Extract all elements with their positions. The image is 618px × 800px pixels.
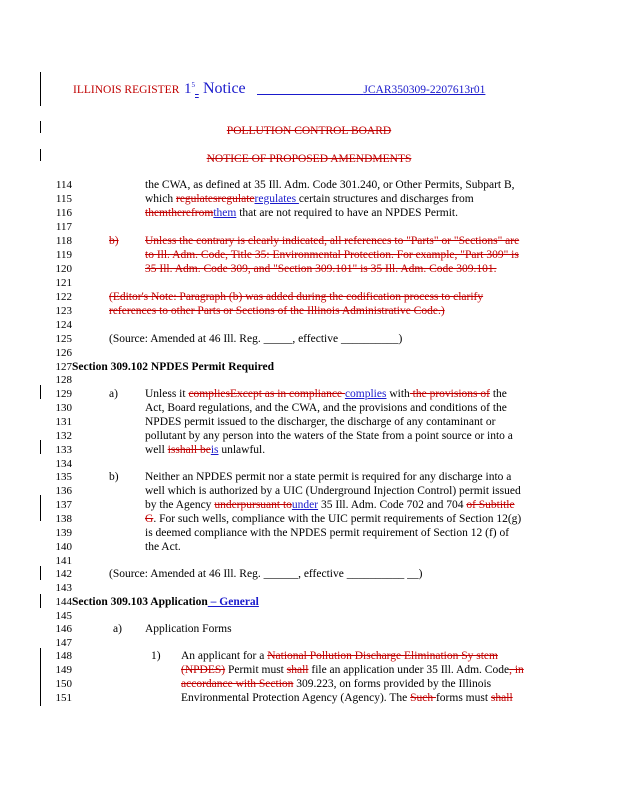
- line-number: 121: [55, 277, 72, 289]
- line-number: 124: [55, 319, 72, 331]
- deleted-label: b): [109, 235, 119, 247]
- line-number: 130: [55, 402, 72, 414]
- line-number: 118: [55, 235, 72, 247]
- board-title: POLLUTION CONTROL BOARD: [226, 125, 392, 137]
- line-number: 138: [55, 513, 72, 525]
- change-bar: [40, 72, 41, 106]
- register-header: [73, 84, 179, 96]
- text-line: Environmental Protection Agency (Agency). The Such forms must shall: [181, 692, 513, 704]
- subsection-label: a): [113, 623, 122, 635]
- change-bar: [40, 440, 41, 454]
- line-number: 143: [55, 582, 72, 594]
- text-line: well which is authorized by a UIC (Underground Injection Control) permit issued: [145, 485, 521, 497]
- line-number: 135: [55, 471, 72, 483]
- line-number: 131: [55, 416, 72, 428]
- line-number: 150: [55, 678, 72, 690]
- change-bar: [40, 566, 41, 580]
- line-number: 116: [55, 207, 72, 219]
- section-heading: Section 309.102 NPDES Permit Required: [72, 361, 274, 373]
- source-note: (Source: Amended at 46 Ill. Reg. _____, effective __________): [109, 333, 403, 345]
- notice-label: Notice: [203, 80, 246, 97]
- line-number: 149: [55, 664, 72, 676]
- text-line: An applicant for a National Pollution Discharge Elimination Sy stem: [181, 650, 498, 662]
- deleted-line: (Editor's Note: Paragraph (b) was added during the codification process to clarify: [109, 291, 484, 303]
- line-number: 114: [55, 179, 72, 191]
- line-number: 142: [55, 568, 72, 580]
- line-number: 137: [55, 499, 72, 511]
- register-title: ILLINOIS REGISTER: [73, 84, 180, 96]
- subsection-label: a): [109, 388, 118, 400]
- line-number: 126: [55, 347, 72, 359]
- text-line: G. For such wells, compliance with the UIC permit requirements of Section 12(g): [145, 513, 522, 525]
- text-line: Unless it compliesExcept as in compliance complies with the provisions of the: [145, 388, 507, 400]
- text-line: Application Forms: [145, 623, 232, 635]
- text-line: well isshall beis unlawful.: [145, 444, 266, 456]
- text-line: is deemed compliance with the NPDES permit requirement of Section 12 (f) of: [145, 527, 510, 539]
- change-bar: [40, 648, 41, 706]
- subsection-label: b): [109, 471, 119, 483]
- change-bar: [40, 495, 41, 521]
- line-number: 146: [55, 623, 72, 635]
- line-number: 141: [55, 555, 72, 567]
- line-number: 122: [55, 291, 72, 303]
- line-number: 133: [55, 444, 72, 456]
- line-number: 120: [55, 263, 72, 275]
- line-number: 151: [55, 692, 72, 704]
- line-number: 119: [55, 249, 72, 261]
- line-number: 115: [55, 193, 72, 205]
- line-number: 129: [55, 388, 72, 400]
- text-line: accordance with Section 309.223, on forms provided by the Illinois: [181, 678, 492, 690]
- text-line: NPDES permit issued to the discharger, the discharge of any contaminant or: [145, 416, 496, 428]
- change-bar: [40, 385, 41, 399]
- jcar-id: JCAR350309-2207613r01: [363, 84, 486, 96]
- line-number: 132: [55, 430, 72, 442]
- deleted-line: Unless the contrary is clearly indicated, all references to "Parts" or "Sections" are: [145, 235, 520, 247]
- source-note: (Source: Amended at 46 Ill. Reg. ______, effective __________ __): [109, 568, 423, 580]
- line-number: 117: [55, 221, 72, 233]
- line-number: 128: [55, 374, 72, 386]
- text-line: (NPDES) Permit must shall file an application under 35 Ill. Adm. Code, in: [181, 664, 524, 676]
- line-number: 140: [55, 541, 72, 553]
- text-line: by the Agency underpursuant tounder 35 Ill. Adm. Code 702 and 704 of Subtitle: [145, 499, 515, 511]
- deleted-line: 35 Ill. Adm. Code 309, and "Section 309.101" is 35 Ill. Adm. Code 309.101.: [145, 263, 497, 275]
- text-line: the Act.: [145, 541, 181, 553]
- line-number: 127: [55, 361, 72, 373]
- text-line: the CWA, as defined at 35 Ill. Adm. Code 301.240, or Other Permits, Subpart B,: [145, 179, 515, 191]
- line-number: 145: [55, 610, 72, 622]
- text-line: pollutant by any person into the waters of the State from a point source or into a: [145, 430, 513, 442]
- line-number: 123: [55, 305, 72, 317]
- text-line: which regulatesregulateregulates certain structures and discharges from: [145, 193, 474, 205]
- text-line: Act, Board regulations, and the CWA, and the provisions and conditions of the: [145, 402, 507, 414]
- line-number: 139: [55, 527, 72, 539]
- section-heading: Section 309.103 Application – General: [72, 596, 259, 608]
- line-number: 144: [55, 596, 72, 608]
- text-line: themtherefromthem that are not required to have an NPDES Permit.: [145, 207, 458, 219]
- page-number: $1^5$: [184, 81, 195, 97]
- line-number: 125: [55, 333, 72, 345]
- line-number: 148: [55, 650, 72, 662]
- line-number: 134: [55, 458, 72, 470]
- deleted-line: to Ill. Adm. Code, Title 35: Environmental Protection. For example, "Part 309" is: [145, 249, 519, 261]
- change-bar: [40, 594, 41, 608]
- line-number: 147: [55, 637, 72, 649]
- notice-title: NOTICE OF PROPOSED AMENDMENTS: [206, 153, 412, 165]
- item-label: 1): [151, 650, 161, 662]
- line-number: 136: [55, 485, 72, 497]
- text-line: Neither an NPDES permit nor a state permit is required for any discharge into a: [145, 471, 512, 483]
- deleted-line: references to other Parts or Sections of the Illinois Administrative Code.): [109, 305, 445, 317]
